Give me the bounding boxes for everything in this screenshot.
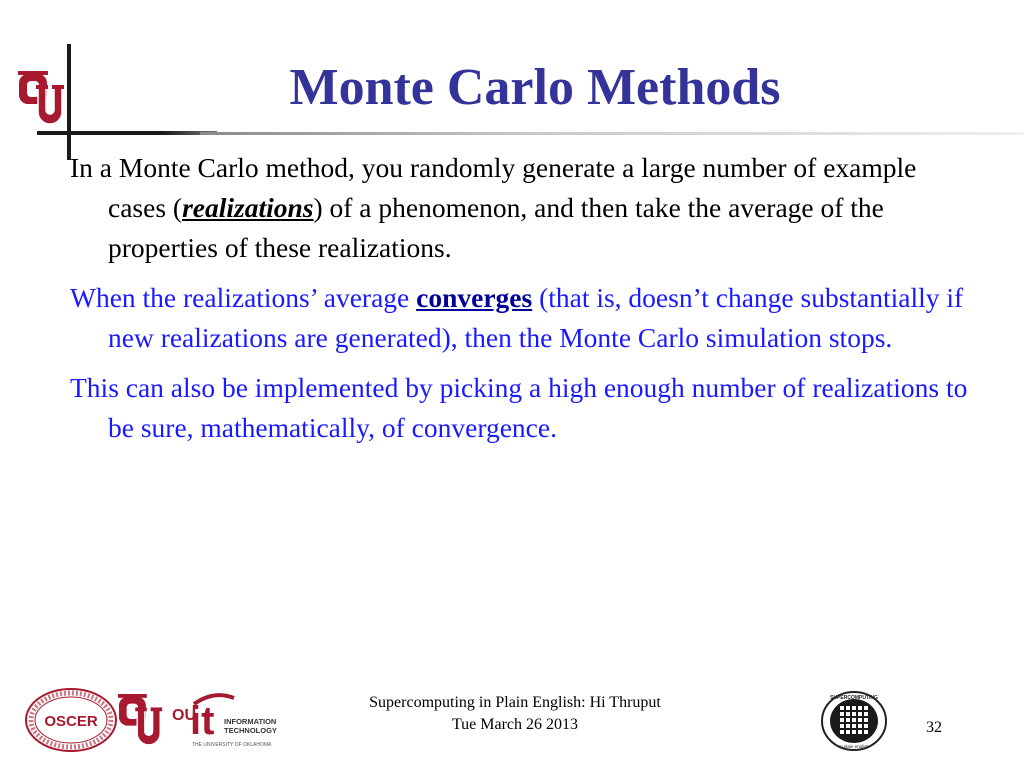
paragraph-2-after: (that is, doesn’t change substantially if new realizations are generated), then the Monte Carlo simulation stops.	[108, 282, 964, 353]
ou-logo-icon	[18, 68, 68, 124]
paragraph-3: This can also be implemented by picking a high enough number of realizations to be sure, mathematically, of convergence.	[70, 372, 968, 443]
slide-body	[70, 148, 970, 458]
it-logo-ou-text: OU	[172, 707, 196, 724]
ou-it-logo-icon	[170, 690, 290, 750]
it-logo-line1: INFORMATION	[224, 717, 277, 726]
keyword-converges: converges	[416, 282, 533, 313]
oscer-seal-icon	[24, 687, 118, 753]
header-horizontal-rule-dark	[37, 131, 217, 135]
paragraph-1	[70, 148, 970, 268]
footer-date: Tue March 26 2013	[451, 716, 579, 733]
page-number: 32	[926, 719, 942, 736]
paragraph-1-before: In a Monte Carlo method, you randomly generate a large number of example cases (	[70, 152, 917, 223]
sc-seal-top-text: SUPERCOMPUTING	[830, 695, 878, 701]
supercomputing-seal-icon	[820, 690, 888, 752]
footer-course-title: Supercomputing in Plain English: Hi Thruput	[369, 694, 661, 711]
oscer-logo-text: OSCER	[44, 713, 98, 730]
sc-seal-bottom-text: in plain english	[839, 744, 869, 749]
slide-footer	[300, 692, 730, 736]
paragraph-1-after: ) of a phenomenon, and then take the average of the properties of these realizations.	[108, 192, 884, 263]
paragraph-2	[70, 278, 970, 358]
it-logo-line2: TECHNOLOGY	[224, 726, 277, 735]
ou-logo-icon	[118, 688, 166, 748]
slide-title: Monte Carlo Methods	[289, 59, 781, 116]
it-logo-it-text: it	[190, 699, 215, 743]
paragraph-2-before: When the realizations’ average	[70, 282, 417, 313]
header-horizontal-rule-fade	[200, 132, 1024, 135]
it-logo-line3: THE UNIVERSITY OF OKLAHOMA	[192, 742, 272, 748]
keyword-realizations: realizations	[182, 192, 314, 223]
